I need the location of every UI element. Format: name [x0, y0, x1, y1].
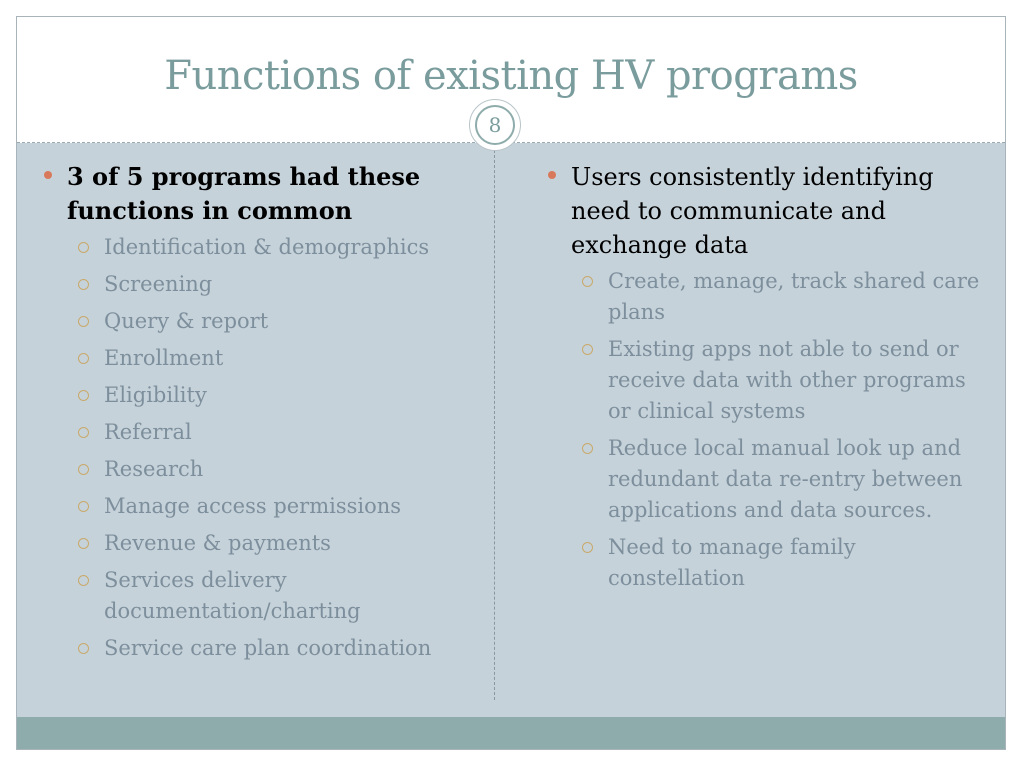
- right-sub-list: [582, 266, 988, 594]
- list-item: [78, 380, 464, 411]
- list-item: [78, 417, 464, 448]
- list-item-text: Identification & demographics: [104, 235, 430, 259]
- right-heading: Users consistently identifying need to communicate and exchange data: [571, 163, 934, 259]
- circle-bullet-icon: [78, 279, 89, 290]
- circle-bullet-icon: [78, 464, 89, 475]
- list-item-text: Need to manage family constellation: [608, 535, 856, 590]
- list-item: [78, 454, 464, 485]
- left-sub-list: [78, 232, 464, 664]
- list-item-text: Revenue & payments: [104, 531, 331, 555]
- bullet-dot-icon: [44, 171, 52, 179]
- circle-bullet-icon: [78, 643, 89, 654]
- list-item-text: Service care plan coordination: [104, 636, 432, 660]
- list-item-text: Existing apps not able to send or receive data with other programs or clinical systems: [608, 337, 966, 423]
- left-column: [44, 160, 464, 670]
- list-item: [78, 269, 464, 300]
- column-divider: [494, 150, 495, 700]
- list-item: [78, 633, 464, 664]
- circle-bullet-icon: [78, 538, 89, 549]
- list-item-text: Reduce local manual look up and redundant data re-entry between applications and data sources.: [608, 436, 963, 522]
- left-heading-bullet: [44, 160, 464, 228]
- circle-bullet-icon: [78, 501, 89, 512]
- circle-bullet-icon: [78, 390, 89, 401]
- list-item-text: Enrollment: [104, 346, 224, 370]
- list-item: [78, 565, 464, 627]
- list-item: [582, 266, 988, 328]
- circle-bullet-icon: [78, 427, 89, 438]
- slide-number-badge: [469, 99, 521, 151]
- list-item: [78, 232, 464, 263]
- circle-bullet-icon: [78, 575, 89, 586]
- circle-bullet-icon: [582, 276, 593, 287]
- list-item: [78, 306, 464, 337]
- list-item: [582, 334, 988, 427]
- list-item-text: Referral: [104, 420, 192, 444]
- list-item-text: Create, manage, track shared care plans: [608, 269, 980, 324]
- slide-title: Functions of existing HV programs: [164, 53, 858, 99]
- list-item-text: Services delivery documentation/charting: [104, 568, 361, 623]
- circle-bullet-icon: [78, 242, 89, 253]
- list-item-text: Query & report: [104, 309, 269, 333]
- circle-bullet-icon: [582, 542, 593, 553]
- list-item: [78, 491, 464, 522]
- list-item: [78, 343, 464, 374]
- list-item-text: Manage access permissions: [104, 494, 402, 518]
- list-item: [582, 433, 988, 526]
- bullet-dot-icon: [548, 171, 556, 179]
- slide-number: 8: [475, 105, 515, 145]
- right-heading-bullet: [548, 160, 988, 262]
- list-item: [582, 532, 988, 594]
- left-heading: 3 of 5 programs had these functions in common: [67, 162, 421, 225]
- list-item-text: Research: [104, 457, 204, 481]
- circle-bullet-icon: [582, 443, 593, 454]
- circle-bullet-icon: [78, 353, 89, 364]
- circle-bullet-icon: [78, 316, 89, 327]
- list-item-text: Eligibility: [104, 383, 207, 407]
- circle-bullet-icon: [582, 344, 593, 355]
- right-column: [548, 160, 988, 600]
- footer-bar: [17, 717, 1005, 750]
- list-item: [78, 528, 464, 559]
- list-item-text: Screening: [104, 272, 213, 296]
